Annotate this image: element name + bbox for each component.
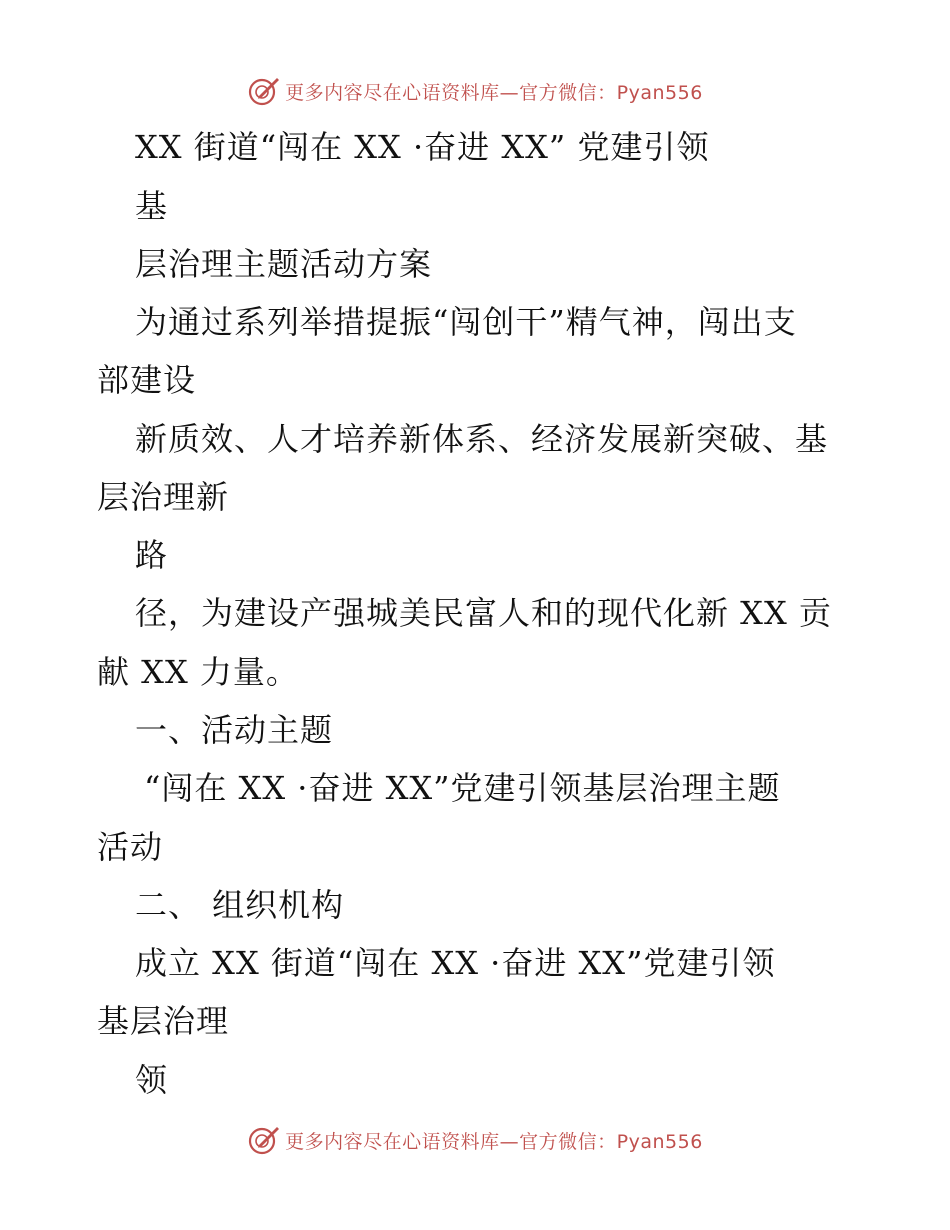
paragraph-line: 成立 XX 街道“闯在 XX ·奋进 XX”党建引领 <box>135 944 776 982</box>
paragraph-line: “闯在 XX ·奋进 XX”党建引领基层治理主题 <box>144 769 781 807</box>
paragraph-line: 领 <box>135 1061 169 1099</box>
paragraph-line: 活动 <box>97 828 164 866</box>
quill-seal-icon <box>247 1123 281 1157</box>
paragraph-line: 献 XX 力量。 <box>97 653 299 691</box>
watermark-text: 更多内容尽在心语资料库—官方微信：Pyan556 <box>285 81 703 104</box>
paragraph-line: 径，为建设产强城美民富人和的现代化新 XX 贡 <box>135 594 832 632</box>
footer-watermark <box>0 1120 950 1160</box>
title-line-3: 层治理主题活动方案 <box>135 245 433 283</box>
title-line-2: 基 <box>135 187 169 225</box>
paragraph-line: 路 <box>135 536 169 574</box>
paragraph-line: 层治理新 <box>97 478 230 516</box>
paragraph-line: 部建设 <box>97 361 197 399</box>
section-heading-1: 一、活动主题 <box>135 711 334 749</box>
paragraph-line: 基层治理 <box>97 1002 230 1040</box>
watermark-text: 更多内容尽在心语资料库—官方微信：Pyan556 <box>285 1130 703 1153</box>
paragraph-line: 为通过系列举措提振“闯创干”精气神，闯出支 <box>135 303 797 341</box>
title-line-1: XX 街道“闯在 XX ·奋进 XX” 党建引领 <box>135 128 710 166</box>
section-heading-2: 二、 组织机构 <box>135 886 345 924</box>
paragraph-line: 新质效、人才培养新体系、经济发展新突破、基 <box>135 420 829 458</box>
